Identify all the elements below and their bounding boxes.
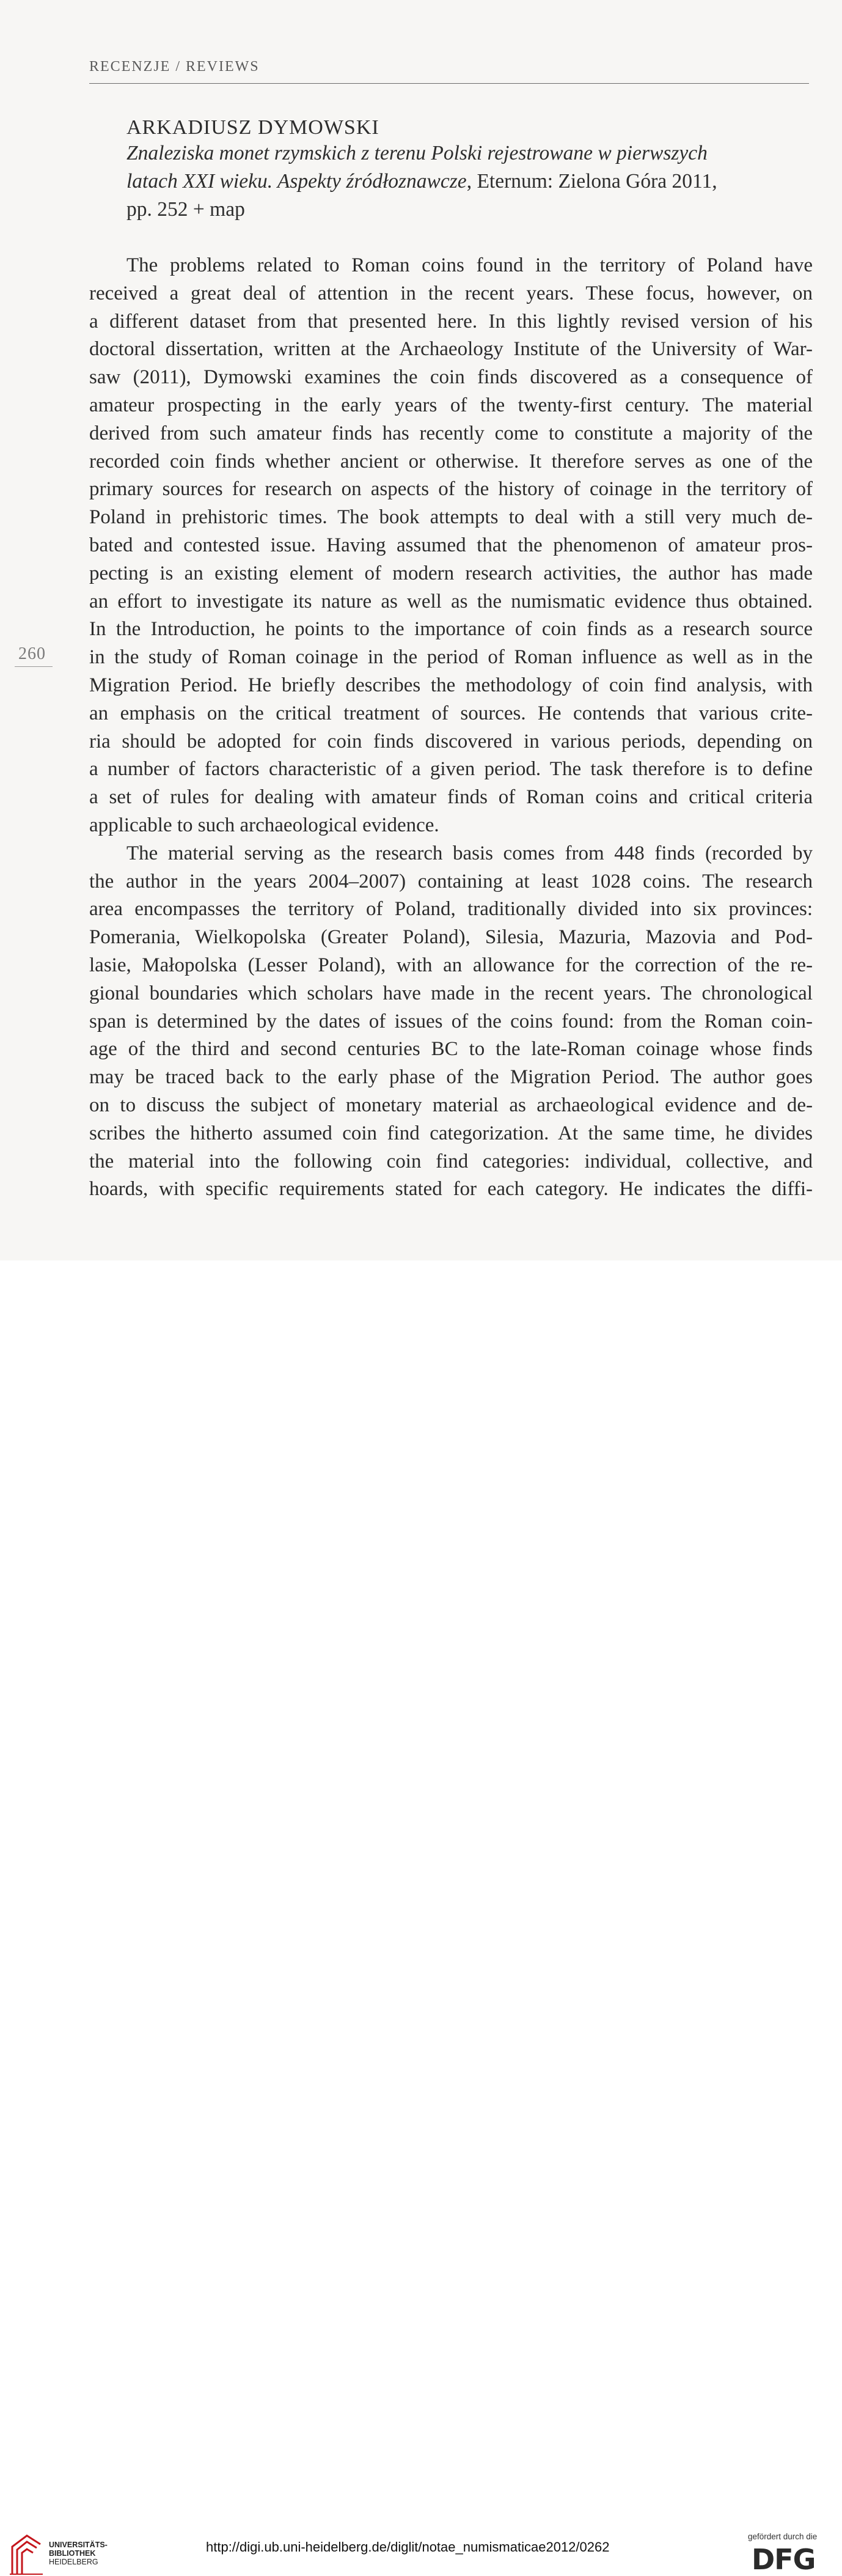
text-line: hoards, with specific requirements stated for each category. He indicates the diffi- — [89, 1178, 813, 1201]
text-line: derived from such amateur finds has recently come to constitute a majority of the — [89, 422, 813, 444]
page-number-rule — [15, 666, 53, 667]
text-line: area encompasses the territory of Poland, traditionally divided into six provinces: — [89, 898, 813, 921]
review-body — [89, 252, 813, 1204]
text-line: primary sources for research on aspects of the history of coinage in the territory of — [89, 478, 813, 501]
review-author: ARKADIUSZ DYMOWSKI — [126, 116, 379, 139]
text-line: a different dataset from that presented here. In this lightly revised version of his — [89, 310, 813, 333]
citation-title-part: Znaleziska monet rzymskich z terenu Polski rejestrowane w pierwszych — [126, 142, 708, 164]
library-name — [49, 2541, 108, 2566]
text-line: Poland in prehistoric times. The book attempts to deal with a still very much de- — [89, 506, 813, 529]
dfg-logo: DFG — [752, 2543, 816, 2576]
text-line: span is determined by the dates of issues of the coins found: from the Roman coin- — [89, 1010, 813, 1032]
citation-title-part: latach XXI wieku. Aspekty źródłoznawcze — [126, 170, 467, 193]
citation-line — [126, 139, 811, 167]
header-rule — [89, 83, 809, 84]
text-line: doctoral dissertation, written at the Archaeology Institute of the University of War- — [89, 338, 813, 361]
digitization-footer — [0, 1260, 842, 2576]
text-line: the author in the years 2004–2007) containing at least 1028 coins. The research — [89, 870, 813, 892]
library-name-line: UNIVERSITÄTS- — [49, 2541, 108, 2549]
text-line: The material serving as the research basis comes from 448 finds (recorded by — [126, 842, 813, 864]
text-line: Migration Period. He briefly describes the methodology of coin find analysis, with — [89, 674, 813, 696]
text-line: applicable to such archaeological evidence. — [89, 814, 439, 836]
text-line: gional boundaries which scholars have made in the recent years. The chronological — [89, 982, 813, 1004]
text-line: may be traced back to the early phase of the Migration Period. The author goes — [89, 1066, 813, 1089]
text-line: Pomerania, Wielkopolska (Greater Poland), Silesia, Mazuria, Mazovia and Pod- — [89, 926, 813, 949]
text-line: scribes the hitherto assumed coin find categorization. At the same time, he divides — [89, 1122, 813, 1144]
text-line: a set of rules for dealing with amateur finds of Roman coins and critical criteria — [89, 786, 813, 809]
text-line: received a great deal of attention in the recent years. These focus, however, on — [89, 282, 813, 304]
text-line: saw (2011), Dymowski examines the coin finds discovered as a consequence of — [89, 366, 813, 389]
library-name-line: HEIDELBERG — [49, 2558, 98, 2566]
text-line: In the Introduction, he points to the importance of coin finds as a research source — [89, 618, 813, 641]
text-line: The problems related to Roman coins found in the territory of Poland have — [126, 254, 813, 276]
citation-line — [126, 196, 811, 224]
paragraph-2 — [89, 840, 813, 1204]
text-line: lasie, Małopolska (Lesser Poland), with an allowance for the correction of the re- — [89, 954, 813, 976]
text-line: amateur prospecting in the early years of the twenty-first century. The material — [89, 394, 813, 416]
scanned-page — [0, 0, 842, 1260]
paragraph-1 — [89, 252, 813, 840]
text-line: age of the third and second centuries BC to the late-Roman coinage whose finds — [89, 1038, 813, 1061]
text-line: pecting is an existing element of modern research activities, the author has made — [89, 562, 813, 584]
text-line: in the study of Roman coinage in the period of Roman influence as well as in the — [89, 646, 813, 669]
page-number: 260 — [18, 644, 46, 663]
book-citation — [126, 139, 811, 224]
text-line: recorded coin finds whether ancient or otherwise. It therefore serves as one of the — [89, 450, 813, 473]
text-line: an emphasis on the critical treatment of sources. He contends that various crite- — [89, 702, 813, 724]
text-line: ria should be adopted for coin finds discovered in various periods, depending on — [89, 730, 813, 753]
funding-label: gefördert durch die — [748, 2532, 818, 2541]
library-name-line: BIBLIOTHEK — [49, 2549, 96, 2558]
citation-publication-part: pp. 252 + map — [126, 198, 245, 221]
text-line: an effort to investigate its nature as well as the numismatic evidence thus obtained. — [89, 590, 813, 613]
text-line: on to discuss the subject of monetary material as archaeological evidence and de- — [89, 1094, 813, 1116]
citation-publication-part: , Eternum: Zielona Góra 2011, — [466, 170, 717, 193]
permalink-url[interactable]: http://digi.ub.uni-heidelberg.de/diglit/notae_numismaticae2012/0262 — [206, 2539, 610, 2555]
citation-line — [126, 167, 811, 196]
text-line: bated and contested issue. Having assumed that the phenomenon of amateur pros- — [89, 534, 813, 556]
library-logo-icon — [9, 2533, 45, 2576]
text-line: a number of factors characteristic of a given period. The task therefore is to define — [89, 758, 813, 781]
running-head: RECENZJE / REVIEWS — [89, 59, 260, 75]
text-line: the material into the following coin find categories: individual, collective, and — [89, 1150, 813, 1172]
